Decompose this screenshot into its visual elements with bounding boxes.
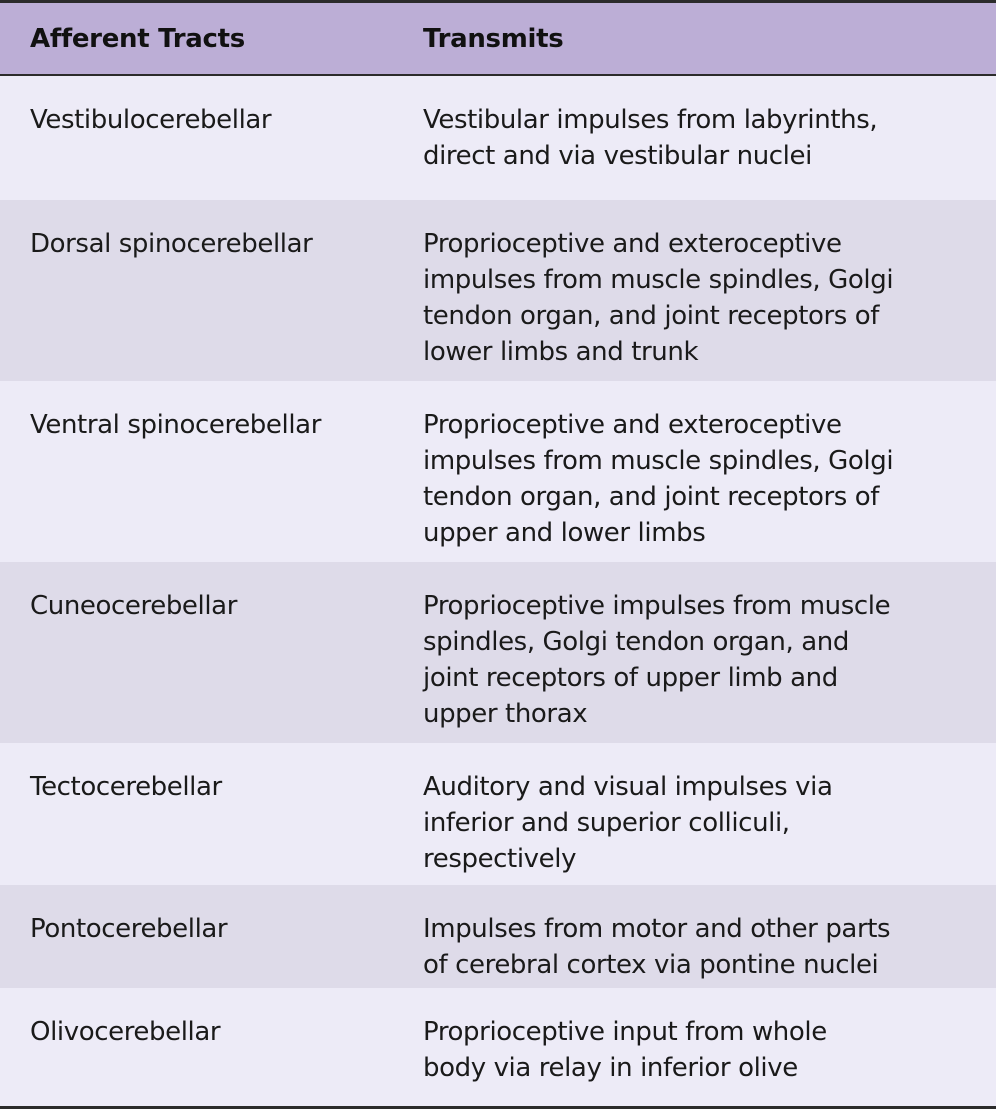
tract-transmits: Impulses from motor and other parts of cerebral cortex via pontine nuclei	[423, 914, 891, 980]
tract-name: Vestibulocerebellar	[30, 105, 272, 135]
tract-name: Cuneocerebellar	[30, 591, 237, 621]
header-afferent-tracts: Afferent Tracts	[30, 23, 245, 54]
tract-name: Ventral spinocerebellar	[30, 410, 321, 440]
tract-transmits: Auditory and visual impulses via inferior and superior colliculi, respectively	[423, 772, 833, 874]
tract-transmits: Proprioceptive impulses from muscle spindles, Golgi tendon organ, and joint receptors of upper limb and upper thorax	[423, 591, 891, 729]
table-row	[0, 200, 996, 381]
table-row	[0, 743, 996, 885]
table-row	[0, 988, 996, 1106]
header-transmits: Transmits	[423, 23, 564, 54]
table-row	[0, 562, 996, 743]
tract-transmits: Proprioceptive input from whole body via relay in inferior olive	[423, 1017, 827, 1083]
tract-transmits: Vestibular impulses from labyrinths, direct and via vestibular nuclei	[423, 105, 878, 171]
tract-name: Pontocerebellar	[30, 914, 228, 944]
table-row	[0, 381, 996, 562]
tract-transmits: Proprioceptive and exteroceptive impulses from muscle spindles, Golgi tendon organ, and joint receptors of lower limbs and trunk	[423, 229, 894, 367]
tract-name: Olivocerebellar	[30, 1017, 221, 1047]
tract-name: Dorsal spinocerebellar	[30, 229, 313, 259]
table-row	[0, 76, 996, 200]
tract-name: Tectocerebellar	[30, 772, 222, 802]
table-header	[0, 3, 996, 76]
table-row	[0, 885, 996, 988]
tract-transmits: Proprioceptive and exteroceptive impulses from muscle spindles, Golgi tendon organ, and joint receptors of upper and lower limbs	[423, 410, 894, 548]
